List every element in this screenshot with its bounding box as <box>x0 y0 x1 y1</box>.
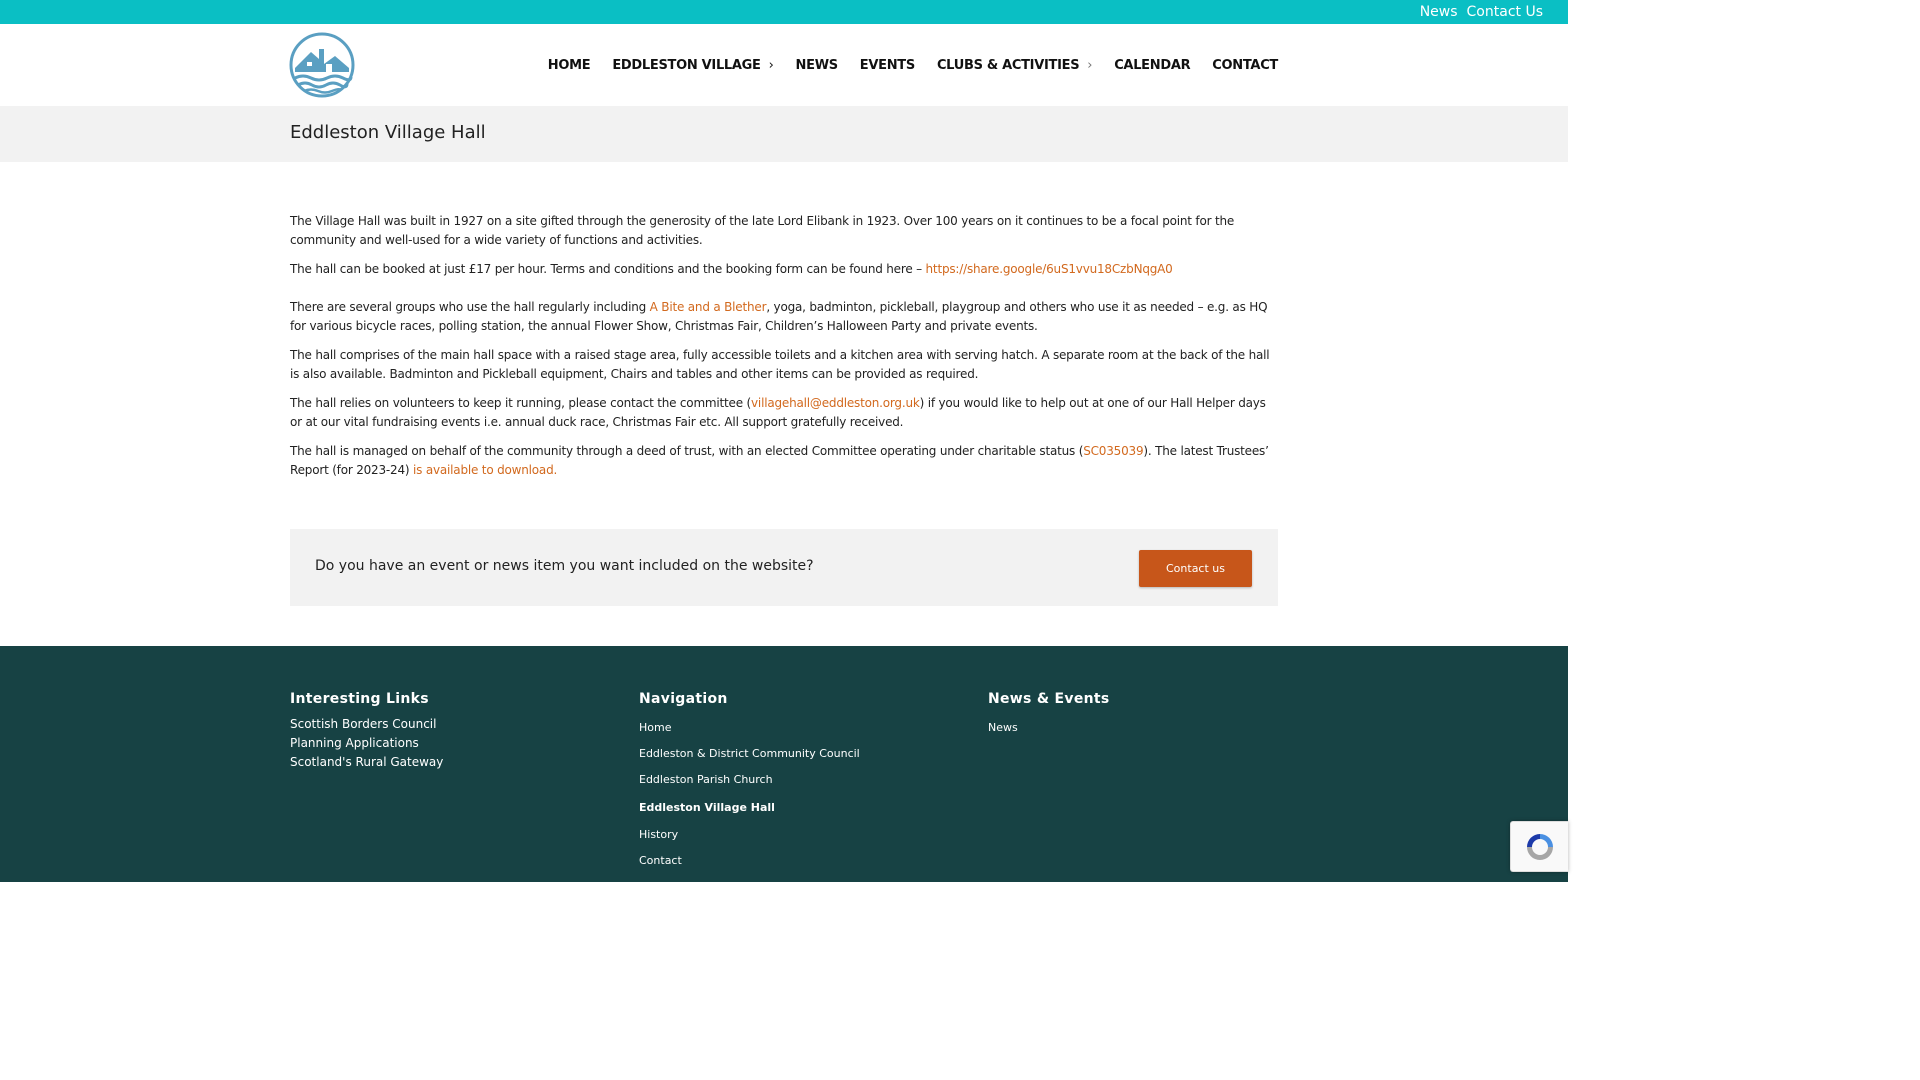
footer-navigation-title: Navigation <box>639 691 728 707</box>
volunteers-text-post: ) if you would like to help out at one of our Hall Helper days or at our vital fundraising events i.e. annual duck race, Christmas Fair etc. All support gratefully received. <box>290 396 1266 429</box>
charity-number-link[interactable]: SC035039 <box>1083 444 1144 458</box>
paragraph-groups <box>290 298 1278 336</box>
nav-news[interactable] <box>796 58 838 73</box>
paragraph-history: The Village Hall was built in 1927 on a site gifted through the generosity of the late Lord Elibank in 1923. Over 100 years on it continues to be a focal point for the community and well-used for a wide variety of functions and activities. <box>290 214 1235 247</box>
nav-eddleston-village[interactable] <box>612 58 773 73</box>
footer-nav-history[interactable]: History <box>639 828 679 841</box>
footer-news-events <box>988 691 1110 741</box>
paragraph-facilities: The hall comprises of the main hall space with a raised stage area, fully accessible toilets and a kitchen area with serving hatch. A separate room at the back of the hall is also available. Badminton and Pickleball equipment, Chairs and tables and other items can be provided as required. <box>290 348 1270 381</box>
nav-news-label: NEWS <box>795 57 838 73</box>
nav-contact[interactable] <box>1212 58 1278 73</box>
footer-nav-home[interactable]: Home <box>639 721 672 734</box>
cta-box <box>290 529 1278 606</box>
management-text-pre: The hall is managed on behalf of the community through a deed of trust, with an elected Committee operating under charitable status ( <box>290 444 1084 458</box>
footer-interesting-links <box>290 691 443 772</box>
nav-clubs-activities[interactable] <box>937 58 1092 73</box>
page-title-band <box>0 106 1568 162</box>
groups-text-pre: There are several groups who use the hall regularly including <box>290 300 650 314</box>
volunteers-text-pre: The hall relies on volunteers to keep it running, please contact the committee ( <box>290 396 752 410</box>
management-text-mid: ). The latest Trustees’ Report (for 2023-24) <box>290 444 1269 477</box>
footer-news-events-title: News & Events <box>988 691 1110 707</box>
nav-events-label: EVENTS <box>859 57 915 73</box>
site-footer <box>0 646 1568 882</box>
trustees-report-link[interactable]: is available to download. <box>413 463 558 477</box>
nav-home-label: HOME <box>547 57 591 73</box>
paragraph-management <box>290 442 1278 480</box>
footer-nav-community-council[interactable]: Eddleston & District Community Council <box>639 747 860 760</box>
logo-house-waves-icon <box>289 32 355 98</box>
booking-text: The hall can be booked at just £17 per hour. Terms and conditions and the booking form can be found here – <box>290 262 926 276</box>
cta-question: Do you have an event or news item you want included on the website? <box>315 558 814 574</box>
nav-calendar[interactable] <box>1114 58 1190 73</box>
nav-eddleston-village-label: EDDLESTON VILLAGE <box>612 57 761 73</box>
nav-calendar-label: CALENDAR <box>1114 57 1191 73</box>
nav-events[interactable] <box>860 58 915 73</box>
footer-link-planning-applications[interactable]: Planning Applications <box>290 736 419 750</box>
top-utility-bar <box>0 0 1568 24</box>
nav-contact-label: CONTACT <box>1212 57 1278 73</box>
footer-link-news[interactable]: News <box>988 721 1018 734</box>
site-header <box>0 24 1568 106</box>
nav-clubs-activities-label: CLUBS & ACTIVITIES <box>936 57 1080 73</box>
recaptcha-icon <box>1523 830 1557 864</box>
main-content <box>290 212 1278 490</box>
footer-nav-parish-church[interactable]: Eddleston Parish Church <box>639 773 773 786</box>
booking-form-link[interactable]: https://share.google/6uS1vvu18CzbNqgA0 <box>925 262 1173 276</box>
footer-nav-contact[interactable]: Contact <box>639 854 682 867</box>
chevron-right-icon[interactable]: › <box>1087 57 1093 73</box>
footer-interesting-links-title: Interesting Links <box>290 691 429 707</box>
top-link-news[interactable]: News <box>1419 4 1458 20</box>
groups-text-post: , yoga, badminton, pickleball, playgroup and others who use it as needed – e.g. as HQ for various bicycle races, polling station, the annual Flower Show, Christmas Fair, Children’s Halloween Party and private events. <box>290 300 1268 333</box>
contact-us-button[interactable]: Contact us <box>1139 550 1252 587</box>
top-link-contact-us[interactable]: Contact Us <box>1466 4 1543 20</box>
paragraph-volunteers <box>290 394 1278 432</box>
village-hall-email-link[interactable]: villagehall@eddleston.org.uk <box>751 396 920 410</box>
footer-nav-village-hall[interactable]: Eddleston Village Hall <box>639 801 775 814</box>
recaptcha-badge[interactable] <box>1510 821 1568 872</box>
main-nav <box>526 24 1278 106</box>
paragraph-booking <box>290 260 1278 279</box>
footer-link-rural-gateway[interactable]: Scotland's Rural Gateway <box>290 755 444 769</box>
bite-and-blether-link[interactable]: A Bite and a Blether <box>649 300 767 314</box>
chevron-right-icon[interactable]: › <box>768 57 774 73</box>
footer-navigation <box>639 691 860 874</box>
footer-link-scottish-borders-council[interactable]: Scottish Borders Council <box>290 717 437 731</box>
nav-home[interactable] <box>548 58 591 73</box>
page-title: Eddleston Village Hall <box>290 122 486 143</box>
site-logo[interactable] <box>289 32 355 98</box>
